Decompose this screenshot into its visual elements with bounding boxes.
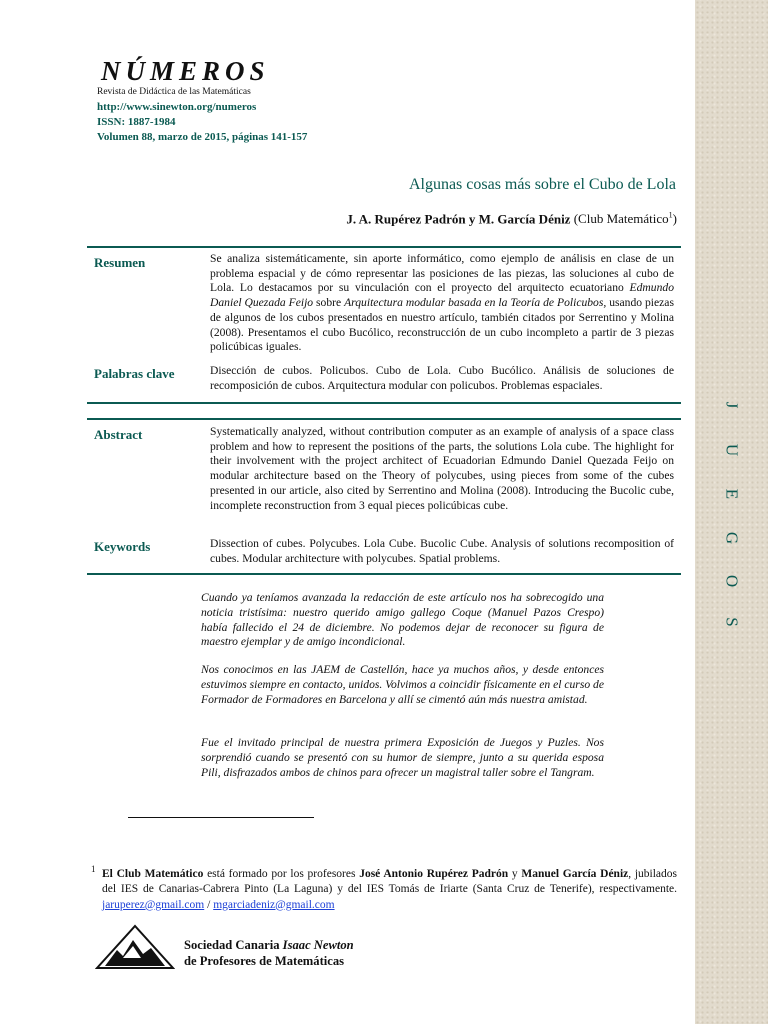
section-letter: O	[722, 574, 742, 588]
journal-issn: ISSN: 1887-1984	[97, 116, 176, 128]
abstract-label: Abstract	[94, 427, 143, 442]
keywords-label: Keywords	[94, 539, 151, 554]
footnote-mark: 1	[91, 864, 96, 874]
section-letter: U	[722, 443, 742, 457]
dedication-paragraph: Fue el invitado principal de nuestra primera Exposición de Juegos y Puzles. Nos sorprendió cuando se presentó con su humor de siempre, junto a su querida esposa Pili, disfrazados ambos de chinos para ofrecer un magistral taller sobre el Tangram.	[201, 736, 604, 779]
palabras-label: Palabras clave	[94, 366, 175, 381]
footnote-rule	[128, 817, 314, 818]
resumen-label: Resumen	[94, 255, 146, 270]
authors-names: J. A. Rupérez Padrón y M. García Déniz	[346, 211, 571, 227]
email-link[interactable]: mgarciadeniz@gmail.com	[213, 898, 335, 911]
dedication-paragraph: Nos conocimos en las JAEM de Castellón, hace ya muchos años, y desde entonces estuvimos siempre en contacto, unidos. Volvimos a coincidir físicamente en el curso de Formador de Formadores en Barcelona y allí se cimentó aún más nuestra amistad.	[201, 663, 604, 706]
article-title: Algunas cosas más sobre el Cubo de Lola	[408, 176, 676, 193]
section-letter: J	[722, 401, 742, 409]
society-name: Sociedad Canaria Isaac Newton de Profesores de Matemáticas	[184, 938, 354, 968]
abstract-text: Systematically analyzed, without contribution computer as an example of analysis of a space class problem and how to represent the positions of the parts, the solutions Lola cube. The highlight for their involvement with the project architect of Ecuadorian Edmundo Daniel Quezada Feijo on modular architecture based on the Theory of polycubes, using pieces from some of the cubes presented in our article, also cited by Serrentino and Molina (2008). Introducing the Bucolic cube, incomplete reconstruction from 3 equal pieces policúbicas cube.	[210, 425, 674, 512]
divider	[87, 246, 681, 248]
affiliation: (Club Matemático$^1$)	[573, 211, 677, 227]
section-letter: E	[722, 488, 742, 500]
divider	[87, 573, 681, 575]
email-link[interactable]: jaruperez@gmail.com	[102, 898, 205, 911]
keywords-text: Dissection of cubes. Polycubes. Lola Cube. Bucolic Cube. Analysis of solutions recomposition of cubes. Modular architecture with polycubes. Spatial problems.	[210, 537, 674, 565]
section-sidebar	[695, 0, 768, 1024]
journal-url[interactable]: http://www.sinewton.org/numeros	[97, 101, 257, 113]
footnote-text: El Club Matemático está formado por los profesores José Antonio Rupérez Padrón y Manuel García Déniz, jubilados del IES de Canarias-Cabrera Pinto (La Laguna) y del IES Tomás de Iriarte (Santa Cruz de Tenerife), respectivamente. jaruperez@gmail.com / mgarciadeniz@gmail.com	[102, 868, 678, 911]
divider	[87, 418, 681, 420]
article-authors	[346, 211, 677, 227]
divider	[87, 402, 681, 404]
dedication-paragraph: Cuando ya teníamos avanzada la redacción de este artículo nos ha sobrecogido una noticia tristísima: nuestro querido amigo gallego Coque (Manuel Pazos Crespo) había fallecido el 24 de diciembre. No podemos dejar de reconocer su figura de maestro ejemplar y de amigo incondicional.	[201, 591, 604, 649]
section-letter: S	[722, 617, 742, 627]
footnote-ref[interactable]: 1	[668, 211, 673, 220]
palabras-text: Disección de cubos. Policubos. Cubo de Lola. Cubo Bucólico. Análisis de soluciones de recomposición de cubos. Arquitectura modular con policubos. Problemas espaciales.	[210, 364, 674, 392]
journal-subtitle: Revista de Didáctica de las Matemáticas	[97, 87, 251, 97]
journal-volume: Volumen 88, marzo de 2015, páginas 141-157	[97, 131, 308, 143]
section-letter: G	[722, 531, 742, 545]
journal-logo: NÚMEROS	[101, 56, 270, 86]
resumen-text: Se analiza sistemáticamente, sin aporte informático, como ejemplo de análisis en clase de un problema espacial y de cómo representar las posiciones de las piezas, las soluciones al cubo de Lola. Lo destacamos por su vinculación con el proyecto del arquitecto ecuatoriano Edmundo Daniel Quezada Feijo sobre Arquitectura modular basada en la Teoría de Policubos, usando piezas de algunos de los cubos presentados en nuestro artículo, también citados por Serrentino y Molina (2008). Presentamos el cubo Bucólico, reconstrucción de un cubo incompleto a partir de 3 piezas policúbicas iguales.	[210, 252, 674, 354]
society-mountain-icon	[95, 924, 175, 970]
